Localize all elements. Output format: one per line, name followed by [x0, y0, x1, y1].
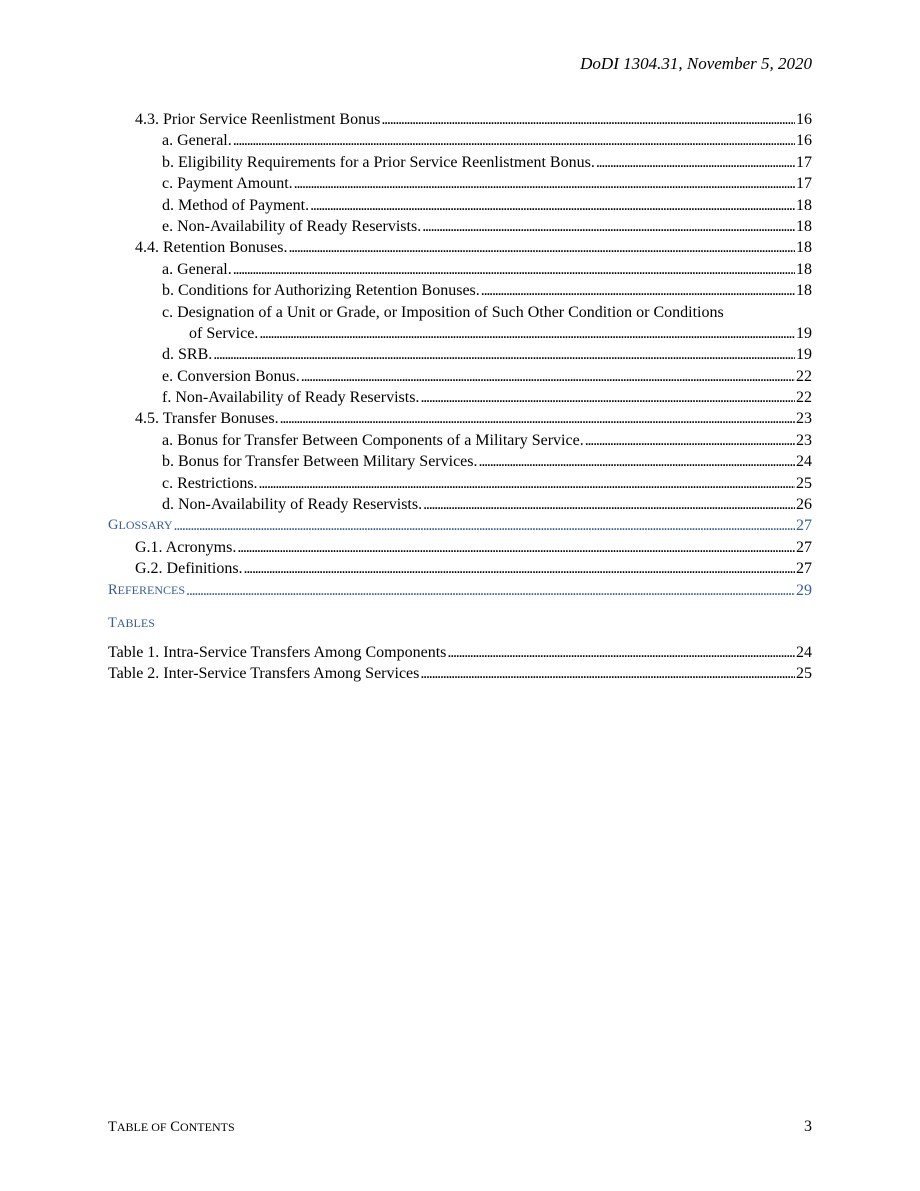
toc-leader-dots: [310, 195, 795, 216]
toc-entry-text: e. Conversion Bonus.: [162, 367, 300, 385]
toc-entry[interactable]: [108, 109, 812, 130]
toc-page-number: 16: [796, 110, 812, 128]
toc-leader-dots: [420, 663, 795, 684]
table-page-number: 24: [796, 643, 812, 661]
table-entry-text: Table 2. Inter-Service Transfers Among Services: [108, 665, 420, 683]
toc-leader-dots: [585, 430, 795, 451]
small-caps-initial: G: [108, 517, 119, 534]
toc-page-number: 18: [796, 239, 812, 257]
toc-page-number: 18: [796, 217, 812, 235]
toc-page-number: 23: [796, 431, 812, 449]
toc-leader-dots: [280, 408, 795, 429]
toc-entry[interactable]: [108, 280, 812, 301]
toc-leader-dots: [422, 216, 795, 237]
footer-page-number: 3: [804, 1118, 812, 1135]
toc-page-number: 18: [796, 282, 812, 300]
toc-entry[interactable]: [108, 473, 812, 494]
toc-entry[interactable]: [108, 195, 812, 216]
toc-entry-text: c. Payment Amount.: [162, 175, 293, 193]
toc-entry-text: 4.3. Prior Service Reenlistment Bonus: [135, 110, 381, 128]
toc-page-number: 24: [796, 453, 812, 471]
toc-page-number: 25: [796, 474, 812, 492]
toc-leader-dots: [596, 152, 795, 173]
toc-leader-dots: [259, 323, 795, 344]
toc-leader-dots: [423, 494, 795, 515]
toc-entry-references[interactable]: [108, 580, 812, 601]
table-list-entry[interactable]: [108, 642, 812, 663]
toc-leader-dots: [233, 259, 795, 280]
toc-page-number: 17: [796, 153, 812, 171]
toc-entry-text: e. Non-Availability of Ready Reservists.: [162, 217, 422, 235]
toc-leader-dots: [233, 130, 795, 151]
toc-page-number: 16: [796, 132, 812, 150]
toc-entry-text: b. Eligibility Requirements for a Prior Service Reenlistment Bonus.: [162, 153, 595, 171]
toc-leader-dots: [294, 173, 795, 194]
small-caps-rest: EFERENCES: [117, 582, 186, 597]
toc-entry-text: d. Method of Payment.: [162, 196, 310, 214]
toc-page-number: 22: [796, 389, 812, 407]
toc-entry[interactable]: [108, 451, 812, 472]
toc-leader-dots: [186, 580, 795, 601]
toc-entry[interactable]: [108, 344, 812, 365]
small-caps-rest: ABLE OF: [116, 1120, 167, 1134]
toc-page-number: 27: [796, 517, 812, 535]
toc-entry-text: [108, 579, 185, 601]
toc-entry-text: 4.5. Transfer Bonuses.: [135, 410, 279, 428]
toc-entry-text: G.2. Definitions.: [135, 560, 243, 578]
toc-entry[interactable]: [108, 494, 812, 515]
toc-entry-text: d. SRB.: [162, 346, 213, 364]
toc-page-number: 19: [796, 346, 812, 364]
small-caps-initial: T: [108, 614, 117, 631]
table-entry-text: Table 1. Intra-Service Transfers Among Components: [108, 643, 447, 661]
toc-page-number: 26: [796, 496, 812, 514]
toc-entry-text: G.1. Acronyms.: [135, 538, 237, 556]
toc-entry-text: c. Designation of a Unit or Grade, or Imposition of Such Other Condition or Conditions: [162, 303, 724, 321]
toc-page-number: 23: [796, 410, 812, 428]
toc-leader-dots: [447, 642, 795, 663]
toc-entry-text-continued: of Service.: [189, 324, 259, 342]
toc-page-number: 18: [796, 260, 812, 278]
table-of-contents: [108, 109, 812, 685]
footer-section-title: [108, 1117, 235, 1137]
toc-leader-dots: [481, 280, 795, 301]
toc-entry[interactable]: [108, 366, 812, 387]
small-caps-rest: ONTENTS: [179, 1120, 235, 1134]
small-caps-rest: ABLES: [116, 615, 155, 630]
toc-entry-text: c. Restrictions.: [162, 474, 258, 492]
toc-leader-dots: [259, 473, 795, 494]
toc-leader-dots: [213, 344, 795, 365]
toc-entry[interactable]: [108, 430, 812, 451]
toc-entry-text: a. Bonus for Transfer Between Components of a Military Service.: [162, 431, 584, 449]
toc-entry[interactable]: [108, 152, 812, 173]
toc-entry[interactable]: [108, 408, 812, 429]
small-caps-rest: LOSSARY: [118, 518, 173, 533]
toc-entry-text: [108, 514, 173, 536]
table-list-entry[interactable]: [108, 663, 812, 684]
toc-entry[interactable]: [108, 173, 812, 194]
toc-entry-text: b. Bonus for Transfer Between Military Services.: [162, 453, 478, 471]
toc-page-number: 29: [796, 581, 812, 599]
toc-leader-dots: [301, 366, 795, 387]
document-header: DoDI 1304.31, November 5, 2020: [580, 54, 812, 73]
toc-entry[interactable]: [108, 387, 812, 408]
toc-entry[interactable]: [108, 259, 812, 280]
toc-leader-dots: [174, 515, 795, 536]
toc-entry-text: a. General.: [162, 260, 232, 278]
toc-entry[interactable]: [108, 216, 812, 237]
table-page-number: 25: [796, 665, 812, 683]
small-caps-initial: C: [170, 1119, 180, 1135]
toc-leader-dots: [420, 387, 795, 408]
toc-leader-dots: [237, 537, 795, 558]
toc-entry-wrapped[interactable]: [108, 302, 812, 323]
toc-leader-dots: [288, 237, 795, 258]
toc-entry[interactable]: [108, 558, 812, 579]
toc-entry-glossary[interactable]: [108, 515, 812, 536]
toc-leader-dots: [244, 558, 795, 579]
tables-heading: [108, 612, 812, 634]
toc-page-number: 19: [796, 324, 812, 342]
toc-entry-text: d. Non-Availability of Ready Reservists.: [162, 496, 423, 514]
toc-entry-text: a. General.: [162, 132, 232, 150]
toc-page-number: 27: [796, 560, 812, 578]
toc-entry[interactable]: [108, 537, 812, 558]
toc-entry-continuation[interactable]: [108, 323, 812, 344]
toc-leader-dots: [381, 109, 795, 130]
toc-page-number: 27: [796, 538, 812, 556]
small-caps-initial: R: [108, 581, 118, 598]
toc-page-number: 18: [796, 196, 812, 214]
toc-entry[interactable]: [108, 130, 812, 151]
toc-entry-text: f. Non-Availability of Ready Reservists.: [162, 389, 420, 407]
toc-page-number: 22: [796, 367, 812, 385]
toc-entry[interactable]: [108, 237, 812, 258]
toc-entry-text: b. Conditions for Authorizing Retention Bonuses.: [162, 282, 480, 300]
toc-page-number: 17: [796, 175, 812, 193]
toc-entry-text: 4.4. Retention Bonuses.: [135, 239, 288, 257]
toc-leader-dots: [479, 451, 795, 472]
small-caps-initial: T: [108, 1119, 117, 1135]
